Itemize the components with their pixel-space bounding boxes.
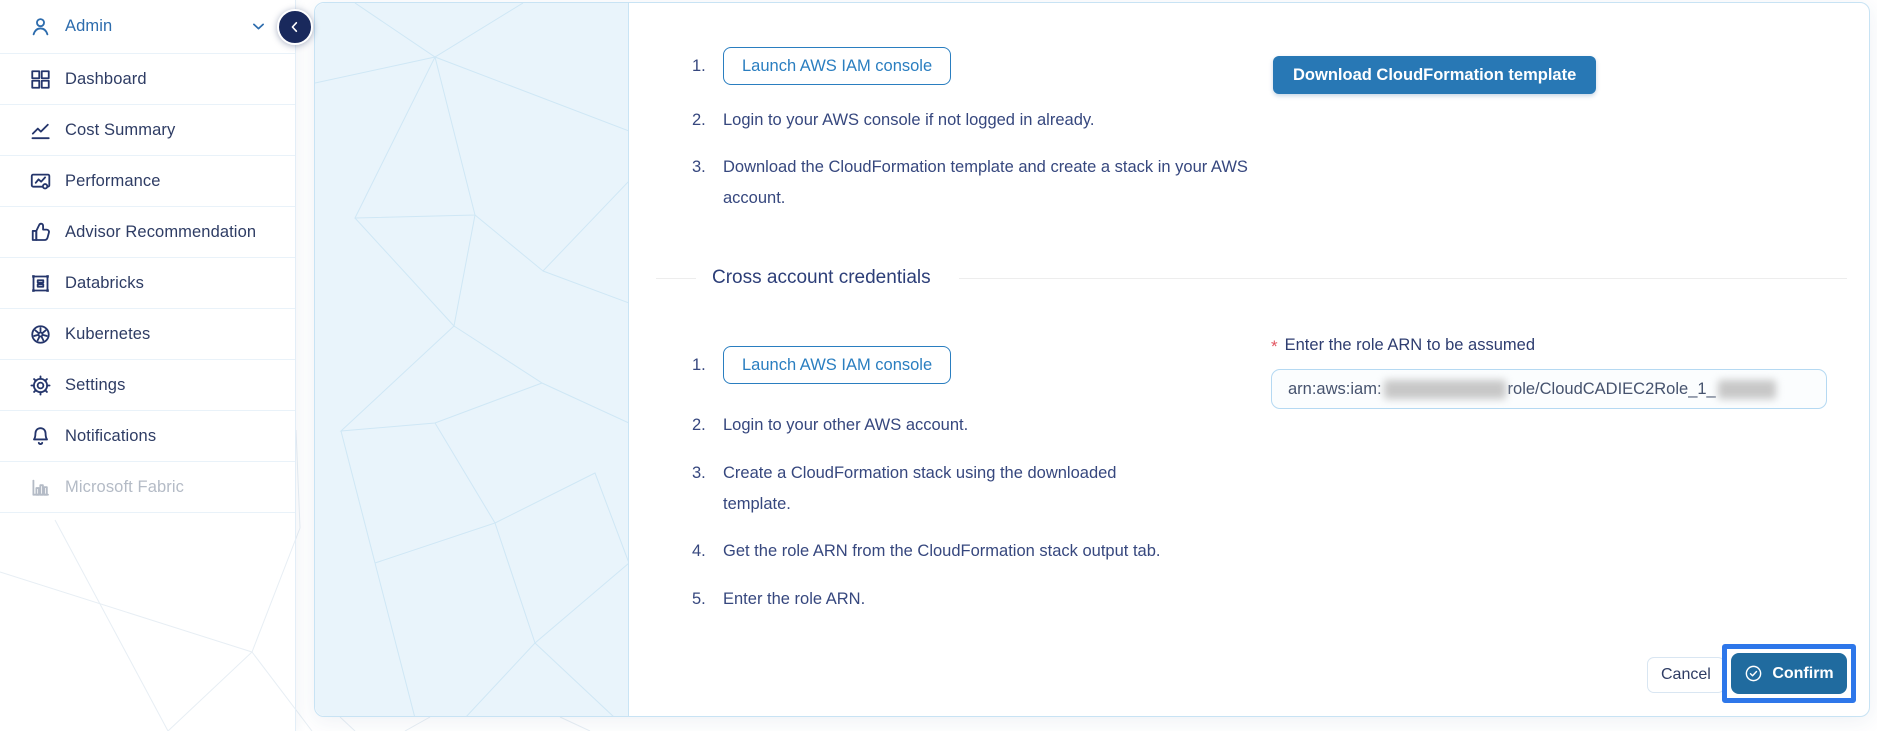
- bar-chart-icon: [29, 476, 52, 499]
- step-number: 2.: [692, 416, 706, 434]
- sidebar-item-advisor-recommendation[interactable]: [0, 207, 295, 258]
- cancel-button[interactable]: Cancel: [1647, 657, 1725, 693]
- role-arn-field-label: [1271, 335, 1535, 355]
- chevron-left-icon: [286, 18, 304, 36]
- confirm-button-highlight-box: [1722, 644, 1856, 703]
- user-menu-label: Admin: [65, 17, 113, 35]
- confirm-button-label: Confirm: [1772, 664, 1834, 682]
- role-arn-input[interactable]: [1271, 369, 1827, 409]
- sidebar-user-menu[interactable]: [0, 0, 295, 54]
- divider-line-right: [959, 278, 1847, 279]
- required-mark: *: [1271, 337, 1278, 356]
- sidebar-item-label: Kubernetes: [65, 324, 151, 343]
- bell-icon: [29, 425, 52, 448]
- thumbs-up-icon: [29, 221, 52, 244]
- dialog-content: [629, 3, 1869, 716]
- gear-icon: [29, 374, 52, 397]
- step-text: Enter the role ARN.: [723, 590, 866, 608]
- step-text: Get the role ARN from the CloudFormation stack output tab.: [723, 542, 1161, 560]
- step-text: Download the CloudFormation template and create a stack in your AWS account.: [723, 158, 1248, 207]
- sidebar-item-label: Cost Summary: [65, 120, 176, 139]
- sidebar-item-kubernetes[interactable]: [0, 309, 295, 360]
- sidebar-item-microsoft-fabric[interactable]: [0, 462, 295, 513]
- download-cloudformation-template-button[interactable]: Download CloudFormation template: [1273, 56, 1596, 94]
- sidebar-item-label: Settings: [65, 375, 126, 394]
- kubernetes-wheel-icon: [29, 323, 52, 346]
- check-circle-icon: [1744, 664, 1763, 683]
- section1-step-1: [692, 47, 951, 85]
- sidebar: [0, 0, 296, 731]
- confirm-button[interactable]: [1731, 653, 1846, 694]
- step-number: 1.: [692, 355, 706, 374]
- sidebar-collapse-button[interactable]: [277, 9, 313, 45]
- sidebar-item-label: Databricks: [65, 273, 144, 292]
- arn-value-visible-suffix: role/CloudCADIEC2Role_1_: [1507, 379, 1716, 398]
- role-arn-label-text: Enter the role ARN to be assumed: [1284, 336, 1536, 354]
- launch-aws-iam-console-button-2[interactable]: Launch AWS IAM console: [723, 346, 951, 384]
- panel-mesh-pattern: [315, 3, 629, 716]
- section1-step-3: [692, 152, 1251, 214]
- sidebar-item-label: Performance: [65, 171, 161, 190]
- redacted-role-suffix: [1718, 380, 1776, 399]
- step-number: 3.: [692, 464, 706, 482]
- chevron-down-icon[interactable]: [250, 18, 267, 35]
- step-text: Create a CloudFormation stack using the downloaded template.: [723, 464, 1117, 513]
- section2-step-3: [692, 458, 1147, 520]
- section2-step-1: [692, 346, 951, 384]
- sidebar-item-label: Advisor Recommendation: [65, 222, 257, 241]
- arn-value-prefix: arn:aws:iam:: [1288, 379, 1382, 398]
- redacted-account-id: [1384, 380, 1506, 399]
- step-number: 4.: [692, 542, 706, 560]
- sidebar-item-notifications[interactable]: [0, 411, 295, 462]
- step-number: 2.: [692, 111, 706, 129]
- section2-step-2: [692, 410, 968, 441]
- cloud-account-setup-dialog: [314, 2, 1870, 717]
- step-number: 5.: [692, 590, 706, 608]
- sidebar-item-databricks[interactable]: [0, 258, 295, 309]
- sidebar-item-settings[interactable]: [0, 360, 295, 411]
- user-icon: [29, 15, 52, 38]
- databricks-frame-icon: [29, 272, 52, 295]
- sidebar-item-label: Microsoft Fabric: [65, 477, 184, 496]
- section1-step-2: [692, 105, 1094, 136]
- cross-account-credentials-title: Cross account credentials: [712, 267, 931, 288]
- sidebar-item-label: Dashboard: [65, 69, 147, 88]
- sidebar-item-label: Notifications: [65, 426, 157, 445]
- dashboard-grid-icon: [29, 68, 52, 91]
- launch-aws-iam-console-button[interactable]: Launch AWS IAM console: [723, 47, 951, 85]
- dialog-decorative-panel: [315, 3, 629, 716]
- cross-account-credentials-divider: [629, 261, 1869, 295]
- section2-step-4: [692, 536, 1160, 567]
- sidebar-item-cost-summary[interactable]: [0, 105, 295, 156]
- divider-line-left: [656, 278, 696, 279]
- step-number: 1.: [692, 56, 706, 75]
- sidebar-item-dashboard[interactable]: [0, 54, 295, 105]
- cost-trend-icon: [29, 119, 52, 142]
- section2-step-5: [692, 584, 865, 615]
- performance-monitor-icon: [29, 170, 52, 193]
- step-text: Login to your AWS console if not logged in already.: [723, 111, 1095, 129]
- step-text: Login to your other AWS account.: [723, 416, 969, 434]
- step-number: 3.: [692, 158, 706, 176]
- sidebar-item-performance[interactable]: [0, 156, 295, 207]
